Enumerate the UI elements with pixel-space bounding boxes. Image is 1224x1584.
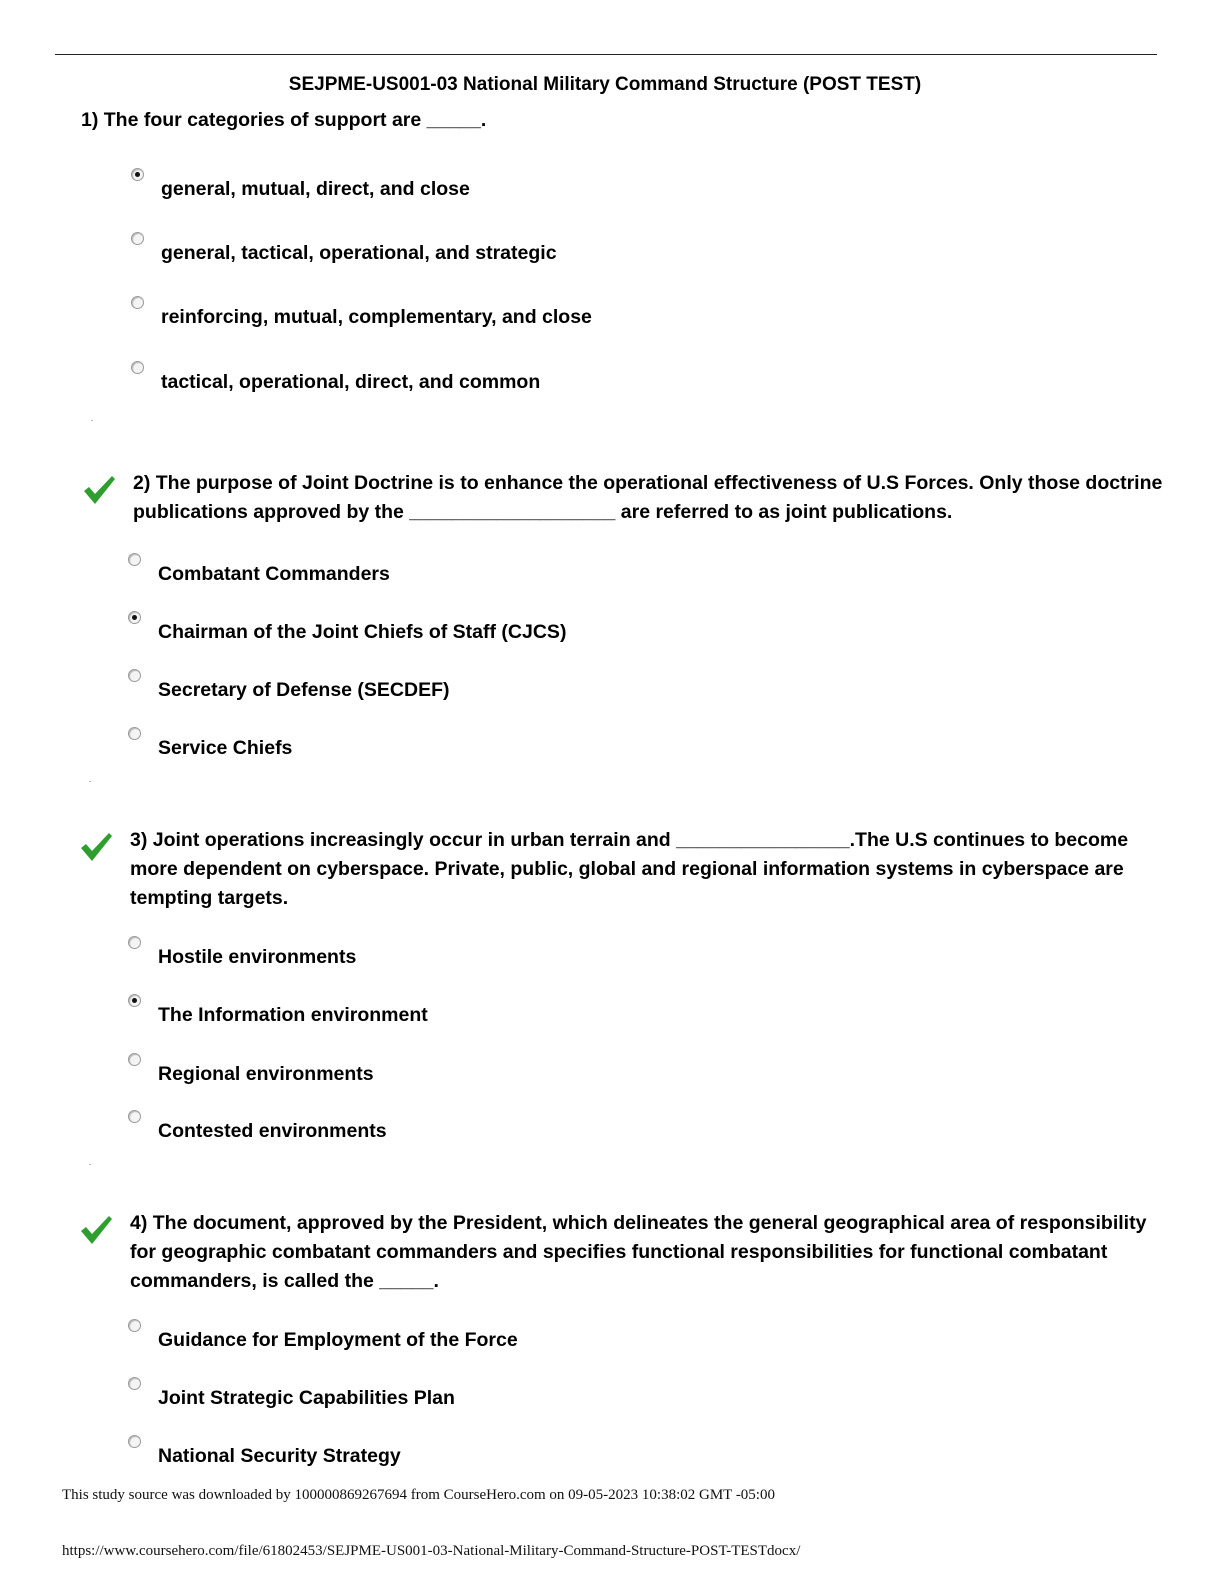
- question-4-option-3[interactable]: [128, 1443, 401, 1469]
- correct-check-icon: [79, 1214, 113, 1246]
- top-rule: [55, 54, 1157, 55]
- question-1-option-1[interactable]: [131, 176, 470, 202]
- question-2-option-4[interactable]: [128, 735, 292, 761]
- radio-empty-icon[interactable]: [128, 669, 141, 682]
- document-title: SEJPME-US001-03 National Military Command Structure (POST TEST): [288, 74, 922, 95]
- question-1-option-3[interactable]: [131, 304, 592, 330]
- source-url[interactable]: https://www.coursehero.com/file/61802453/SEJPME-US001-03-National-Military-Command-Structure-POST-TESTdocx/: [62, 1543, 801, 1559]
- option-label: Chairman of the Joint Chiefs of Staff (CJCS): [158, 621, 567, 643]
- download-source-note: This study source was downloaded by 100000869267694 from CourseHero.com on 09-05-2023 10:38:02 GMT -05:00: [62, 1487, 775, 1503]
- separator-mark: [89, 781, 91, 782]
- option-label: reinforcing, mutual, complementary, and close: [161, 306, 592, 328]
- option-label: Regional environments: [158, 1063, 374, 1085]
- option-label: general, tactical, operational, and strategic: [161, 242, 557, 264]
- option-label: Joint Strategic Capabilities Plan: [158, 1387, 455, 1409]
- question-line: 4) The document, approved by the President, which delineates the general geographical area of responsibility: [130, 1212, 1147, 1234]
- option-label: Contested environments: [158, 1120, 387, 1142]
- question-line: for geographic combatant commanders and specifies functional responsibilities for functional combatant: [130, 1241, 1108, 1263]
- question-line: more dependent on cyberspace. Private, public, global and regional information systems in cyberspace are: [130, 858, 1124, 880]
- radio-empty-icon[interactable]: [131, 232, 144, 245]
- option-label: Combatant Commanders: [158, 563, 390, 585]
- separator-mark: [89, 1164, 91, 1165]
- radio-empty-icon[interactable]: [128, 1110, 141, 1123]
- question-4-text: [130, 1209, 1146, 1296]
- radio-empty-icon[interactable]: [128, 553, 141, 566]
- option-label: Hostile environments: [158, 946, 357, 968]
- separator-mark: [91, 420, 93, 421]
- radio-selected-icon[interactable]: [131, 168, 144, 181]
- question-line: 3) Joint operations increasingly occur in urban terrain and ________________.The U.S continues to become: [130, 829, 1129, 851]
- option-label: general, mutual, direct, and close: [161, 178, 470, 200]
- question-3-option-3[interactable]: [128, 1061, 374, 1087]
- question-3-option-1[interactable]: [128, 944, 356, 970]
- question-line: tempting targets.: [130, 887, 289, 909]
- question-3-option-4[interactable]: [128, 1118, 387, 1144]
- question-4-option-2[interactable]: [128, 1385, 455, 1411]
- radio-empty-icon[interactable]: [128, 936, 141, 949]
- question-line: 1) The four categories of support are _____.: [81, 109, 487, 131]
- question-line: commanders, is called the _____.: [130, 1270, 439, 1292]
- radio-empty-icon[interactable]: [128, 1053, 141, 1066]
- radio-selected-icon[interactable]: [128, 994, 141, 1007]
- option-label: National Security Strategy: [158, 1445, 401, 1467]
- correct-check-icon: [79, 831, 113, 863]
- question-1-text: [81, 106, 486, 135]
- option-label: Guidance for Employment of the Force: [158, 1329, 518, 1351]
- question-3-text: [130, 826, 1128, 913]
- radio-empty-icon[interactable]: [128, 1319, 141, 1332]
- question-1-option-4[interactable]: [131, 369, 540, 395]
- question-3-option-2[interactable]: [128, 1002, 428, 1028]
- question-2-text: [133, 469, 1162, 527]
- question-4-option-1[interactable]: [128, 1327, 518, 1353]
- question-line: publications approved by the ___________________ are referred to as joint publications.: [133, 501, 953, 523]
- question-2-option-3[interactable]: [128, 677, 450, 703]
- radio-empty-icon[interactable]: [128, 1377, 141, 1390]
- question-2-option-2[interactable]: [128, 619, 566, 645]
- option-label: Secretary of Defense (SECDEF): [158, 679, 450, 701]
- correct-check-icon: [82, 474, 116, 506]
- question-2-option-1[interactable]: [128, 561, 390, 587]
- radio-empty-icon[interactable]: [131, 296, 144, 309]
- question-line: 2) The purpose of Joint Doctrine is to enhance the operational effectiveness of U.S Forces. Only those doctrine: [133, 472, 1163, 494]
- question-1-option-2[interactable]: [131, 240, 557, 266]
- radio-empty-icon[interactable]: [131, 361, 144, 374]
- option-label: Service Chiefs: [158, 737, 293, 759]
- option-label: tactical, operational, direct, and common: [161, 371, 541, 393]
- radio-empty-icon[interactable]: [128, 1435, 141, 1448]
- radio-empty-icon[interactable]: [128, 727, 141, 740]
- radio-selected-icon[interactable]: [128, 611, 141, 624]
- option-label: The Information environment: [158, 1004, 428, 1026]
